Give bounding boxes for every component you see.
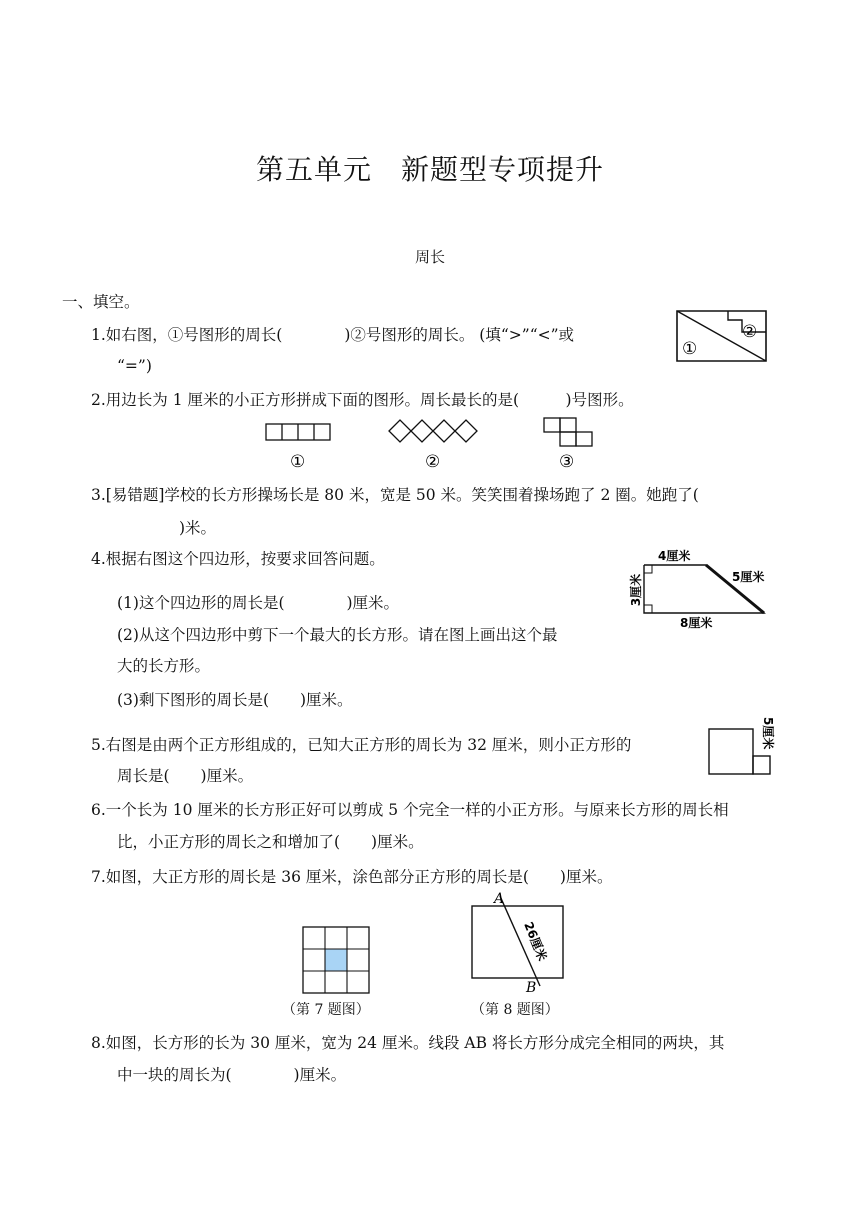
q2-label-3: ③ <box>559 452 575 472</box>
q4-label-left: 3厘米 <box>629 573 643 607</box>
q4-sub-2a: (2)从这个四边形中剪下一个最大的长方形。请在图上画出这个最 <box>117 626 558 644</box>
section-subtitle: 周长 <box>414 248 445 266</box>
q5-label: 5厘米 <box>761 717 775 750</box>
q1-line-2: “=”) <box>117 357 152 375</box>
q4-sub-1: (1)这个四边形的周长是( )厘米。 <box>117 594 400 612</box>
q8-line-2: 中一块的周长为( )厘米。 <box>117 1066 347 1084</box>
q7-shaded-square <box>325 949 347 971</box>
q7-figure <box>302 926 372 996</box>
q4-line-1: 4.根据右图这个四边形，按要求回答问题。 <box>91 550 385 568</box>
q4-sub-2b: 大的长方形。 <box>117 657 211 675</box>
q1-figure <box>676 310 768 362</box>
q3-line-2: )米。 <box>117 519 217 537</box>
section-heading: 一、填空。 <box>62 293 140 311</box>
q2-label-1: ① <box>290 452 306 472</box>
q4-label-bottom: 8厘米 <box>680 616 713 630</box>
q8-figure <box>470 890 570 994</box>
q4-label-slant: 5厘米 <box>732 570 765 584</box>
q4-label-top: 4厘米 <box>658 549 691 563</box>
q2-figure <box>265 418 595 472</box>
q6-line-2: 比，小正方形的周长之和增加了( )厘米。 <box>117 833 424 851</box>
q8-label-a: A <box>494 891 505 907</box>
q1-line-1: 1.如右图，①号图形的周长( )②号图形的周长。 (填“>”“<”或 <box>91 326 575 344</box>
q3-line-1: 3.[易错题]学校的长方形操场长是 80 米，宽是 50 米。笑笑围着操场跑了 2 圈。她跑了( <box>91 486 699 504</box>
q2-line-1: 2.用边长为 1 厘米的小正方形拼成下面的图形。周长最长的是( )号图形。 <box>91 391 634 409</box>
q8-line-1: 8.如图，长方形的长为 30 厘米，宽为 24 厘米。线段 AB 将长方形分成完全相同的两块，其 <box>91 1034 725 1052</box>
q4-figure <box>630 545 780 633</box>
q8-label-length: 26厘米 <box>521 919 550 963</box>
q4-sub-3: (3)剩下图形的周长是( )厘米。 <box>117 691 353 709</box>
q8-label-b: B <box>526 980 537 996</box>
q8-caption: （第 8 题图） <box>471 1002 559 1018</box>
q5-line-2: 周长是( )厘米。 <box>117 767 254 785</box>
q1-label-2: ② <box>742 322 758 342</box>
q5-figure <box>706 715 780 777</box>
q5-line-1: 5.右图是由两个正方形组成的，已知大正方形的周长为 32 厘米，则小正方形的 <box>91 736 632 754</box>
q1-label-1: ① <box>682 339 698 359</box>
q2-label-2: ② <box>425 452 441 472</box>
q6-line-1: 6.一个长为 10 厘米的长方形正好可以剪成 5 个完全一样的小正方形。与原来长方形的周长相 <box>91 801 729 819</box>
q7-line-1: 7.如图，大正方形的周长是 36 厘米，涂色部分正方形的周长是( )厘米。 <box>91 868 613 886</box>
page-title: 第五单元 新题型专项提升 <box>255 153 604 186</box>
q7-caption: （第 7 题图） <box>282 1002 370 1018</box>
